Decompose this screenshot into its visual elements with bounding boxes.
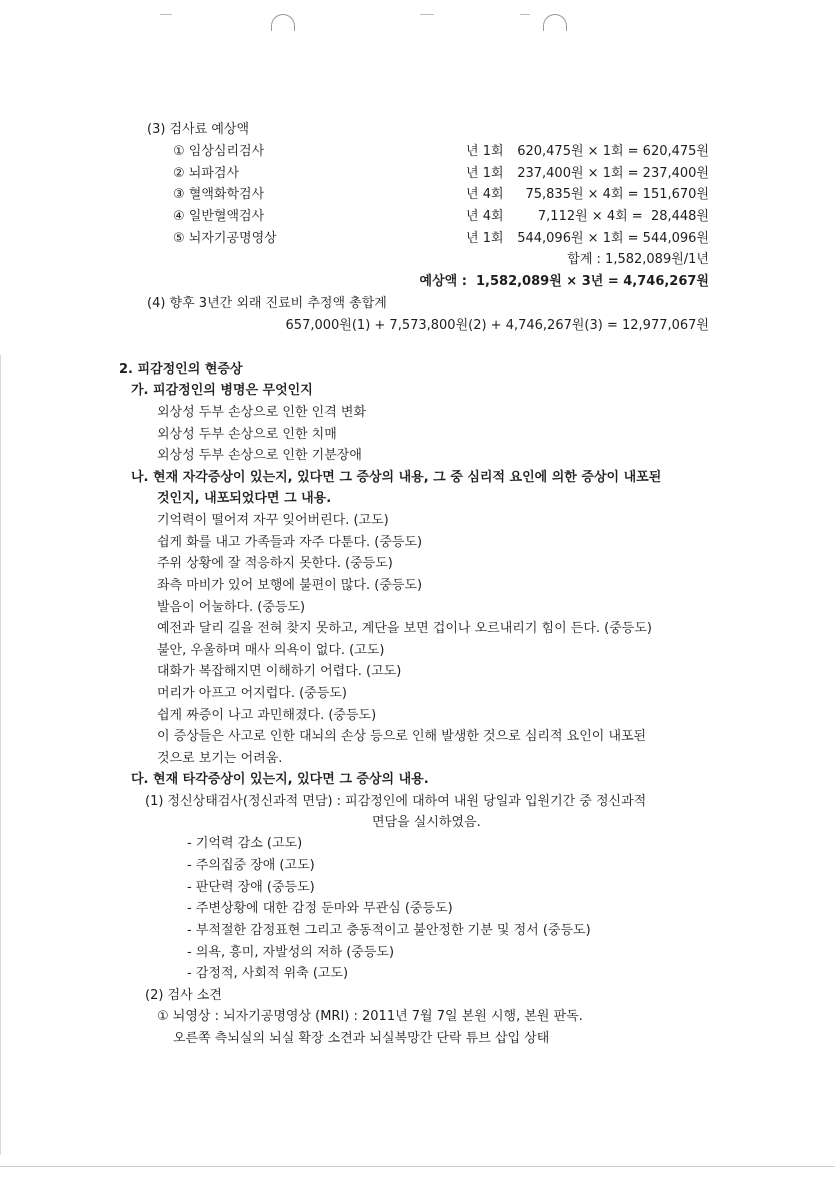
exam-cost: 544,096원 × 1회 = 544,096원 bbox=[517, 231, 709, 246]
symptom-item: 머리가 아프고 어지럽다. (중등도) bbox=[157, 686, 347, 701]
subsection-c-title: 다. 현재 타각증상이 있는지, 있다면 그 증상의 내용. bbox=[131, 772, 429, 787]
section-2-title: 2. 피감정인의 현증상 bbox=[119, 362, 243, 377]
mental-status-exam: (1) 정신상태검사(정신과적 면담) : 피감정인에 대하여 내원 당일과 입원기간 중 정신과적 bbox=[145, 794, 647, 809]
subsection-b-title-cont: 것인지, 내포되었다면 그 내용. bbox=[157, 491, 332, 506]
symptom-item: 쉽게 짜증이 나고 과민해졌다. (중등도) bbox=[157, 708, 377, 723]
scan-mark bbox=[420, 14, 434, 15]
finding-item: - 감정적, 사회적 위축 (고도) bbox=[187, 966, 349, 981]
finding-item: - 의욕, 흥미, 자발성의 저하 (중등도) bbox=[187, 945, 395, 960]
symptom-item: 기억력이 떨어져 자꾸 잊어버린다. (고도) bbox=[157, 513, 389, 528]
exam-name: ③ 혈액화학검사 bbox=[173, 187, 265, 202]
exam-frequency: 년 4회 bbox=[466, 187, 504, 202]
page-bottom-line bbox=[0, 1166, 835, 1167]
subsection-b-title: 나. 현재 자각증상이 있는지, 있다면 그 증상의 내용, 그 중 심리적 요인에 의한 증상이 내포된 bbox=[131, 470, 662, 485]
exam-cost: 620,475원 × 1회 = 620,475원 bbox=[517, 144, 709, 159]
symptom-item: 주위 상황에 잘 적응하지 못한다. (중등도) bbox=[157, 556, 393, 571]
finding-item: - 기억력 감소 (고도) bbox=[187, 836, 303, 851]
finding-item: - 주변상황에 대한 감정 둔마와 무관심 (중등도) bbox=[187, 901, 453, 916]
finding-item: - 부적절한 감정표현 그리고 충동적이고 불안정한 기분 및 정서 (중등도) bbox=[187, 923, 591, 938]
diagnosis-item: 외상성 두부 손상으로 인한 기분장애 bbox=[157, 448, 362, 463]
symptom-item: 쉽게 화를 내고 가족들과 자주 다툰다. (중등도) bbox=[157, 535, 423, 550]
exam-frequency: 년 1회 bbox=[466, 144, 504, 159]
page-edge-line bbox=[0, 355, 1, 1155]
exam-cost: 237,400원 × 1회 = 237,400원 bbox=[517, 166, 709, 181]
section-3-title: (3) 검사료 예상액 bbox=[147, 122, 250, 137]
symptom-item: 대화가 복잡해지면 이해하기 어렵다. (고도) bbox=[157, 664, 402, 679]
subsection-a-title: 가. 피감정인의 병명은 무엇인지 bbox=[131, 383, 313, 398]
section-4-title: (4) 향후 3년간 외래 진료비 추정액 총합계 bbox=[147, 296, 387, 311]
punch-hole-right bbox=[543, 14, 567, 31]
scan-mark bbox=[520, 14, 530, 15]
finding-item: - 판단력 장애 (중등도) bbox=[187, 880, 315, 895]
exam-frequency: 년 4회 bbox=[466, 209, 504, 224]
symptom-item: 예전과 달리 길을 전혀 찾지 못하고, 계단을 보면 겁이나 오르내리기 힘이 든다. (중등도) bbox=[157, 621, 652, 636]
exam-name: ④ 일반혈액검사 bbox=[173, 209, 265, 224]
mri-finding: ① 뇌영상 : 뇌자기공명영상 (MRI) : 2011년 7월 7일 본원 시행, 본원 판독. bbox=[157, 1009, 583, 1024]
exam-findings-title: (2) 검사 소견 bbox=[145, 988, 222, 1003]
scan-mark bbox=[160, 14, 172, 15]
punch-hole-left bbox=[271, 14, 295, 31]
exam-name: ⑤ 뇌자기공명영상 bbox=[173, 231, 277, 246]
total-formula: 657,000원(1) + 7,573,800원(2) + 4,746,267원(3) = 12,977,067원 bbox=[285, 318, 709, 333]
yearly-subtotal: 합계 : 1,582,089원/1년 bbox=[567, 252, 709, 267]
finding-item: - 주의집중 장애 (고도) bbox=[187, 858, 315, 873]
mental-status-exam-cont: 면담을 실시하였음. bbox=[372, 815, 481, 830]
exam-frequency: 년 1회 bbox=[466, 231, 504, 246]
symptom-item: 좌측 마비가 있어 보행에 불편이 많다. (중등도) bbox=[157, 578, 423, 593]
mri-finding-cont: 오른쪽 측뇌실의 뇌실 확장 소견과 뇌실복망간 단락 튜브 삽입 상태 bbox=[173, 1031, 550, 1046]
three-year-estimate: 예상액 : 1,582,089원 × 3년 = 4,746,267원 bbox=[419, 274, 709, 289]
diagnosis-item: 외상성 두부 손상으로 인한 치매 bbox=[157, 427, 337, 442]
symptom-note: 이 증상들은 사고로 인한 대뇌의 손상 등으로 인해 발생한 것으로 심리적 요인이 내포된 bbox=[157, 729, 647, 744]
symptom-note-cont: 것으로 보기는 어려움. bbox=[157, 751, 283, 766]
symptom-item: 발음이 어눌하다. (중등도) bbox=[157, 600, 306, 615]
exam-cost: 7,112원 × 4회 = 28,448원 bbox=[537, 209, 709, 224]
exam-name: ② 뇌파검사 bbox=[173, 166, 240, 181]
exam-frequency: 년 1회 bbox=[466, 166, 504, 181]
diagnosis-item: 외상성 두부 손상으로 인한 인격 변화 bbox=[157, 405, 367, 420]
exam-cost: 75,835원 × 4회 = 151,670원 bbox=[525, 187, 709, 202]
symptom-item: 불안, 우울하며 매사 의욕이 없다. (고도) bbox=[157, 643, 385, 658]
exam-name: ① 임상심리검사 bbox=[173, 144, 265, 159]
